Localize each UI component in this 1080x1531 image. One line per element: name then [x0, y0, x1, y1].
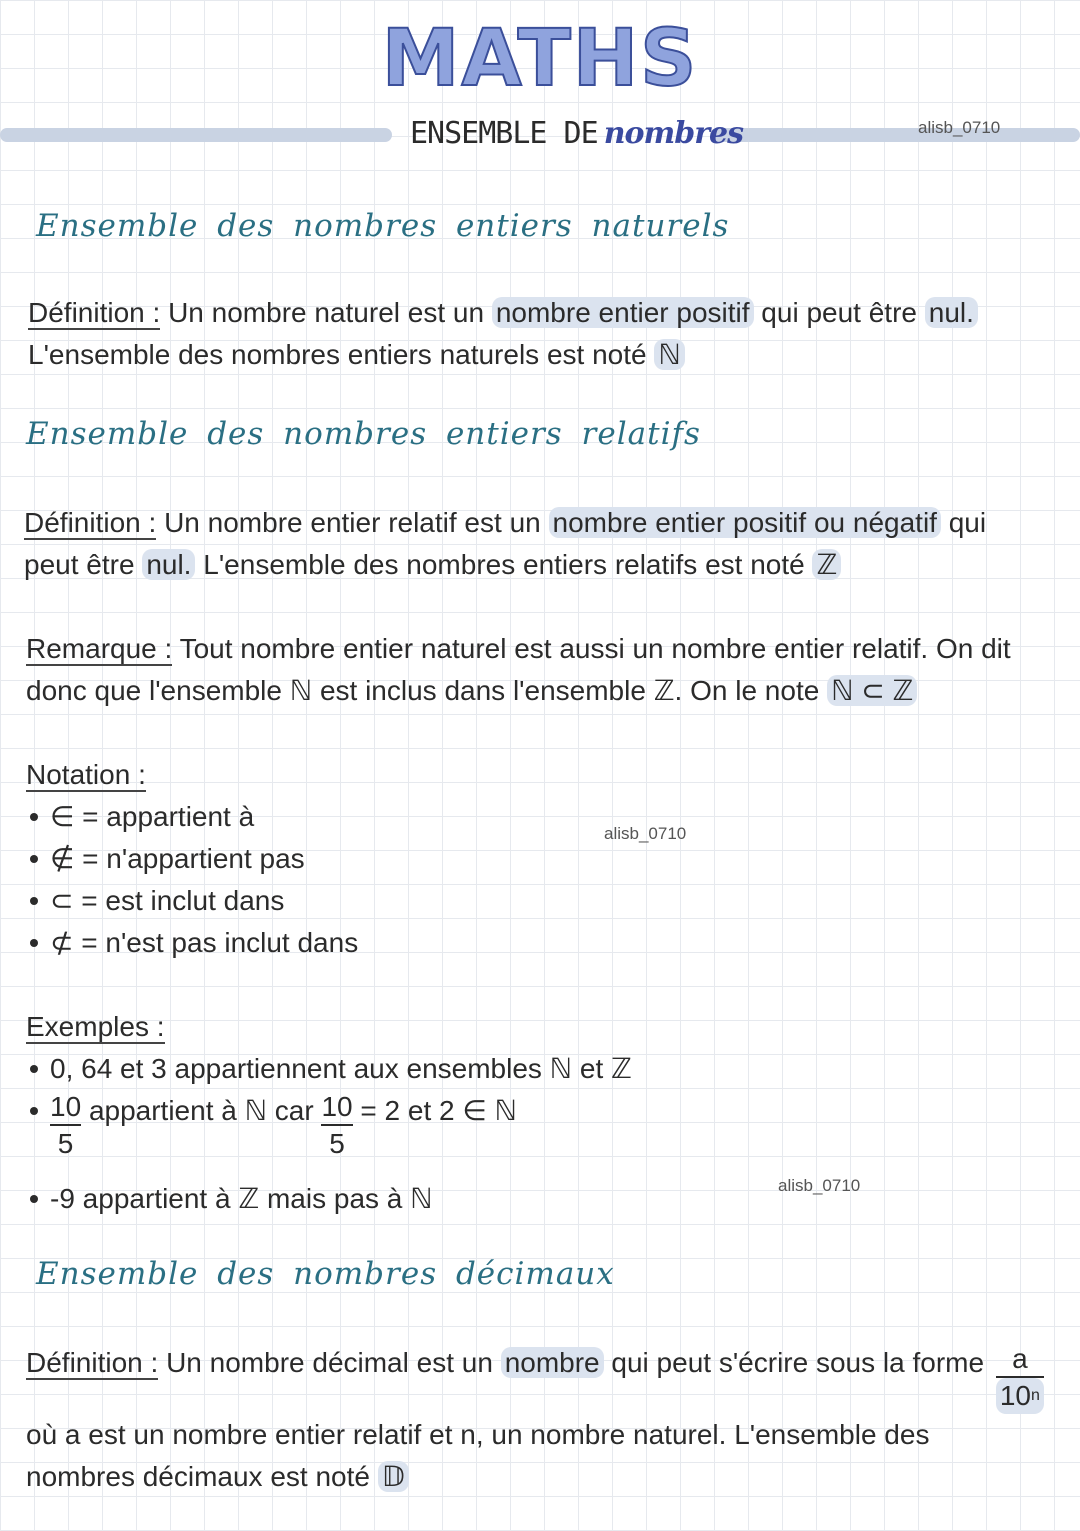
exemples-label: Exemples :: [26, 1011, 165, 1042]
fraction: $\frac{10}{5}$: [321, 1091, 353, 1159]
symbol-Z: ℤ: [812, 549, 841, 580]
watermark-bottom: alisb_0710: [778, 1176, 861, 1195]
list-item: ⊂ = est inclut dans: [26, 880, 626, 922]
exemples-list: [26, 1048, 786, 1220]
remarque-label: Remarque :: [26, 633, 173, 664]
definition-label: Définition :: [26, 1347, 159, 1378]
list-item: 0, 64 et 3 appartiennent aux ensembles ℕ et ℤ: [26, 1048, 786, 1090]
inclusion-expr: ℕ ⊂ ℤ: [827, 675, 917, 706]
list-item: ∈ = appartient à: [26, 796, 626, 838]
header-bar-right: [710, 128, 1080, 142]
heading-relatifs: Ensemble des nombres entiers relatifs: [26, 416, 701, 452]
watermark-middle: alisb_0710: [604, 824, 687, 843]
definition-naturels: Définition : Un nombre naturel est un nombre entier positif qui peut être nul. L'ensemble des nombres entiers naturels est noté ℕ: [28, 292, 1058, 376]
header-bar-left: [0, 128, 392, 142]
list-item: -9 appartient à ℤ mais pas à ℕ: [26, 1178, 786, 1220]
definition-decimaux: Définition : Un nombre décimal est un nombre qui peut s'écrire sous la forme $\frac{a}{10^n}$ où a est un nombre entier relatif et n, un nombre naturel. L'ensemble des nombres décimaux est noté 𝔻: [26, 1342, 1066, 1498]
list-item: ⊄ = n'est pas inclut dans: [26, 922, 626, 964]
notation-list: [26, 796, 626, 964]
definition-label: Définition :: [28, 297, 161, 328]
page-title: MATHS: [381, 14, 699, 104]
watermark-top: alisb_0710: [918, 118, 1001, 137]
exemples-block: [26, 1006, 786, 1220]
definition-relatifs: Définition : Un nombre entier relatif est un nombre entier positif ou négatif qui peut être nul. L'ensemble des nombres entiers relatifs est noté ℤ: [24, 507, 987, 580]
page-subtitle: ENSEMBLE DE nombres: [410, 116, 744, 151]
list-item: ∉ = n'appartient pas: [26, 838, 626, 880]
heading-decimaux: Ensemble des nombres décimaux: [36, 1256, 615, 1292]
notation-label: Notation :: [26, 759, 146, 790]
definition-label: Définition :: [24, 507, 157, 538]
notation-block: [26, 754, 626, 964]
list-item: $\frac{10}{5}$ appartient à ℕ car $\frac{10}{5}$ = 2 et 2 ∈ ℕ: [26, 1090, 786, 1178]
fraction: $\frac{10}{5}$: [50, 1091, 82, 1159]
symbol-N: ℕ: [654, 339, 684, 370]
fraction: $\frac{a}{10^n}$: [996, 1342, 1044, 1414]
remarque: Remarque : Tout nombre entier naturel est aussi un nombre entier relatif. On dit donc que l'ensemble ℕ est inclus dans l'ensemble ℤ. On le note ℕ ⊂ ℤ: [26, 633, 1011, 706]
heading-naturels: Ensemble des nombres entiers naturels: [36, 208, 730, 244]
symbol-D: 𝔻: [378, 1461, 409, 1492]
